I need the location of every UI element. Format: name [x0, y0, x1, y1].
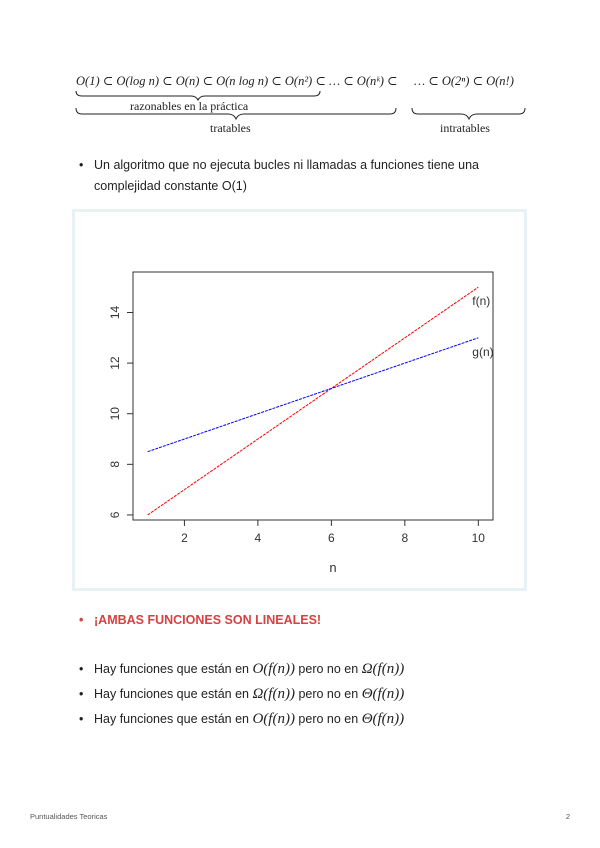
- chart-panel: [72, 209, 527, 591]
- x-tick-label: 2: [181, 531, 188, 545]
- x-axis-label: n: [329, 560, 337, 575]
- bullet-o-not-omega: [79, 659, 514, 680]
- bullet-text: pero no en: [298, 712, 359, 726]
- plot-frame: [133, 272, 493, 520]
- brace-intratables: [412, 108, 525, 119]
- math-expr: Ω(f(n)): [252, 686, 295, 702]
- bullet-constant-complexity: • Un algoritmo que no ejecuta bucles ni llamadas a funciones tiene una complejidad constante O(1): [79, 155, 514, 197]
- series-line: [148, 287, 479, 515]
- math-expr: Θ(f(n)): [361, 711, 405, 727]
- bullet-text: Hay funciones que están en: [94, 712, 249, 726]
- x-tick-label: 6: [328, 531, 335, 545]
- bullet-o-not-theta: [79, 709, 514, 730]
- math-expr: Ω(f(n)): [361, 661, 405, 677]
- page-number: 2: [565, 812, 570, 821]
- x-tick-label: 10: [471, 531, 485, 545]
- math-expr: O(f(n)): [252, 711, 295, 727]
- series-line: [148, 338, 479, 452]
- bullet-text: Hay funciones que están en: [94, 662, 249, 676]
- bullet-text: pero no en: [298, 662, 359, 676]
- x-tick-label: 8: [401, 531, 409, 545]
- y-tick-label: 6: [108, 511, 122, 519]
- line-chart: [75, 212, 524, 588]
- bullet-omega-not-theta: [79, 684, 514, 705]
- y-tick-label: 12: [108, 356, 122, 370]
- hierarchy-left-expr: O(1) ⊂ O(log n) ⊂ O(n) ⊂ O(n log n) ⊂ O(n²) ⊂ … ⊂ O(nᵏ) ⊂: [76, 74, 398, 88]
- bullet-lineales: • ¡AMBAS FUNCIONES SON LINEALES!: [79, 610, 514, 631]
- series-label: g(n): [472, 344, 494, 359]
- footer-title: Puntualidades Teoricas: [30, 812, 108, 821]
- series-label: f(n): [472, 294, 491, 309]
- razonables-label: razonables en la práctica: [130, 99, 249, 113]
- y-tick-label: 8: [108, 460, 122, 468]
- complexity-hierarchy: [0, 0, 600, 145]
- x-tick-label: 4: [254, 531, 262, 545]
- hierarchy-right-expr: … ⊂ O(2ⁿ) ⊂ O(n!): [414, 74, 514, 88]
- y-tick-label: 10: [108, 407, 122, 421]
- bullet-text: Hay funciones que están en: [94, 687, 249, 701]
- y-tick-label: 14: [108, 305, 122, 320]
- bullet-text: pero no en: [298, 687, 359, 701]
- math-expr: Θ(f(n)): [361, 686, 405, 702]
- intratables-label: intratables: [440, 121, 490, 135]
- tratables-label: tratables: [210, 121, 251, 135]
- math-expr: O(f(n)): [252, 661, 295, 677]
